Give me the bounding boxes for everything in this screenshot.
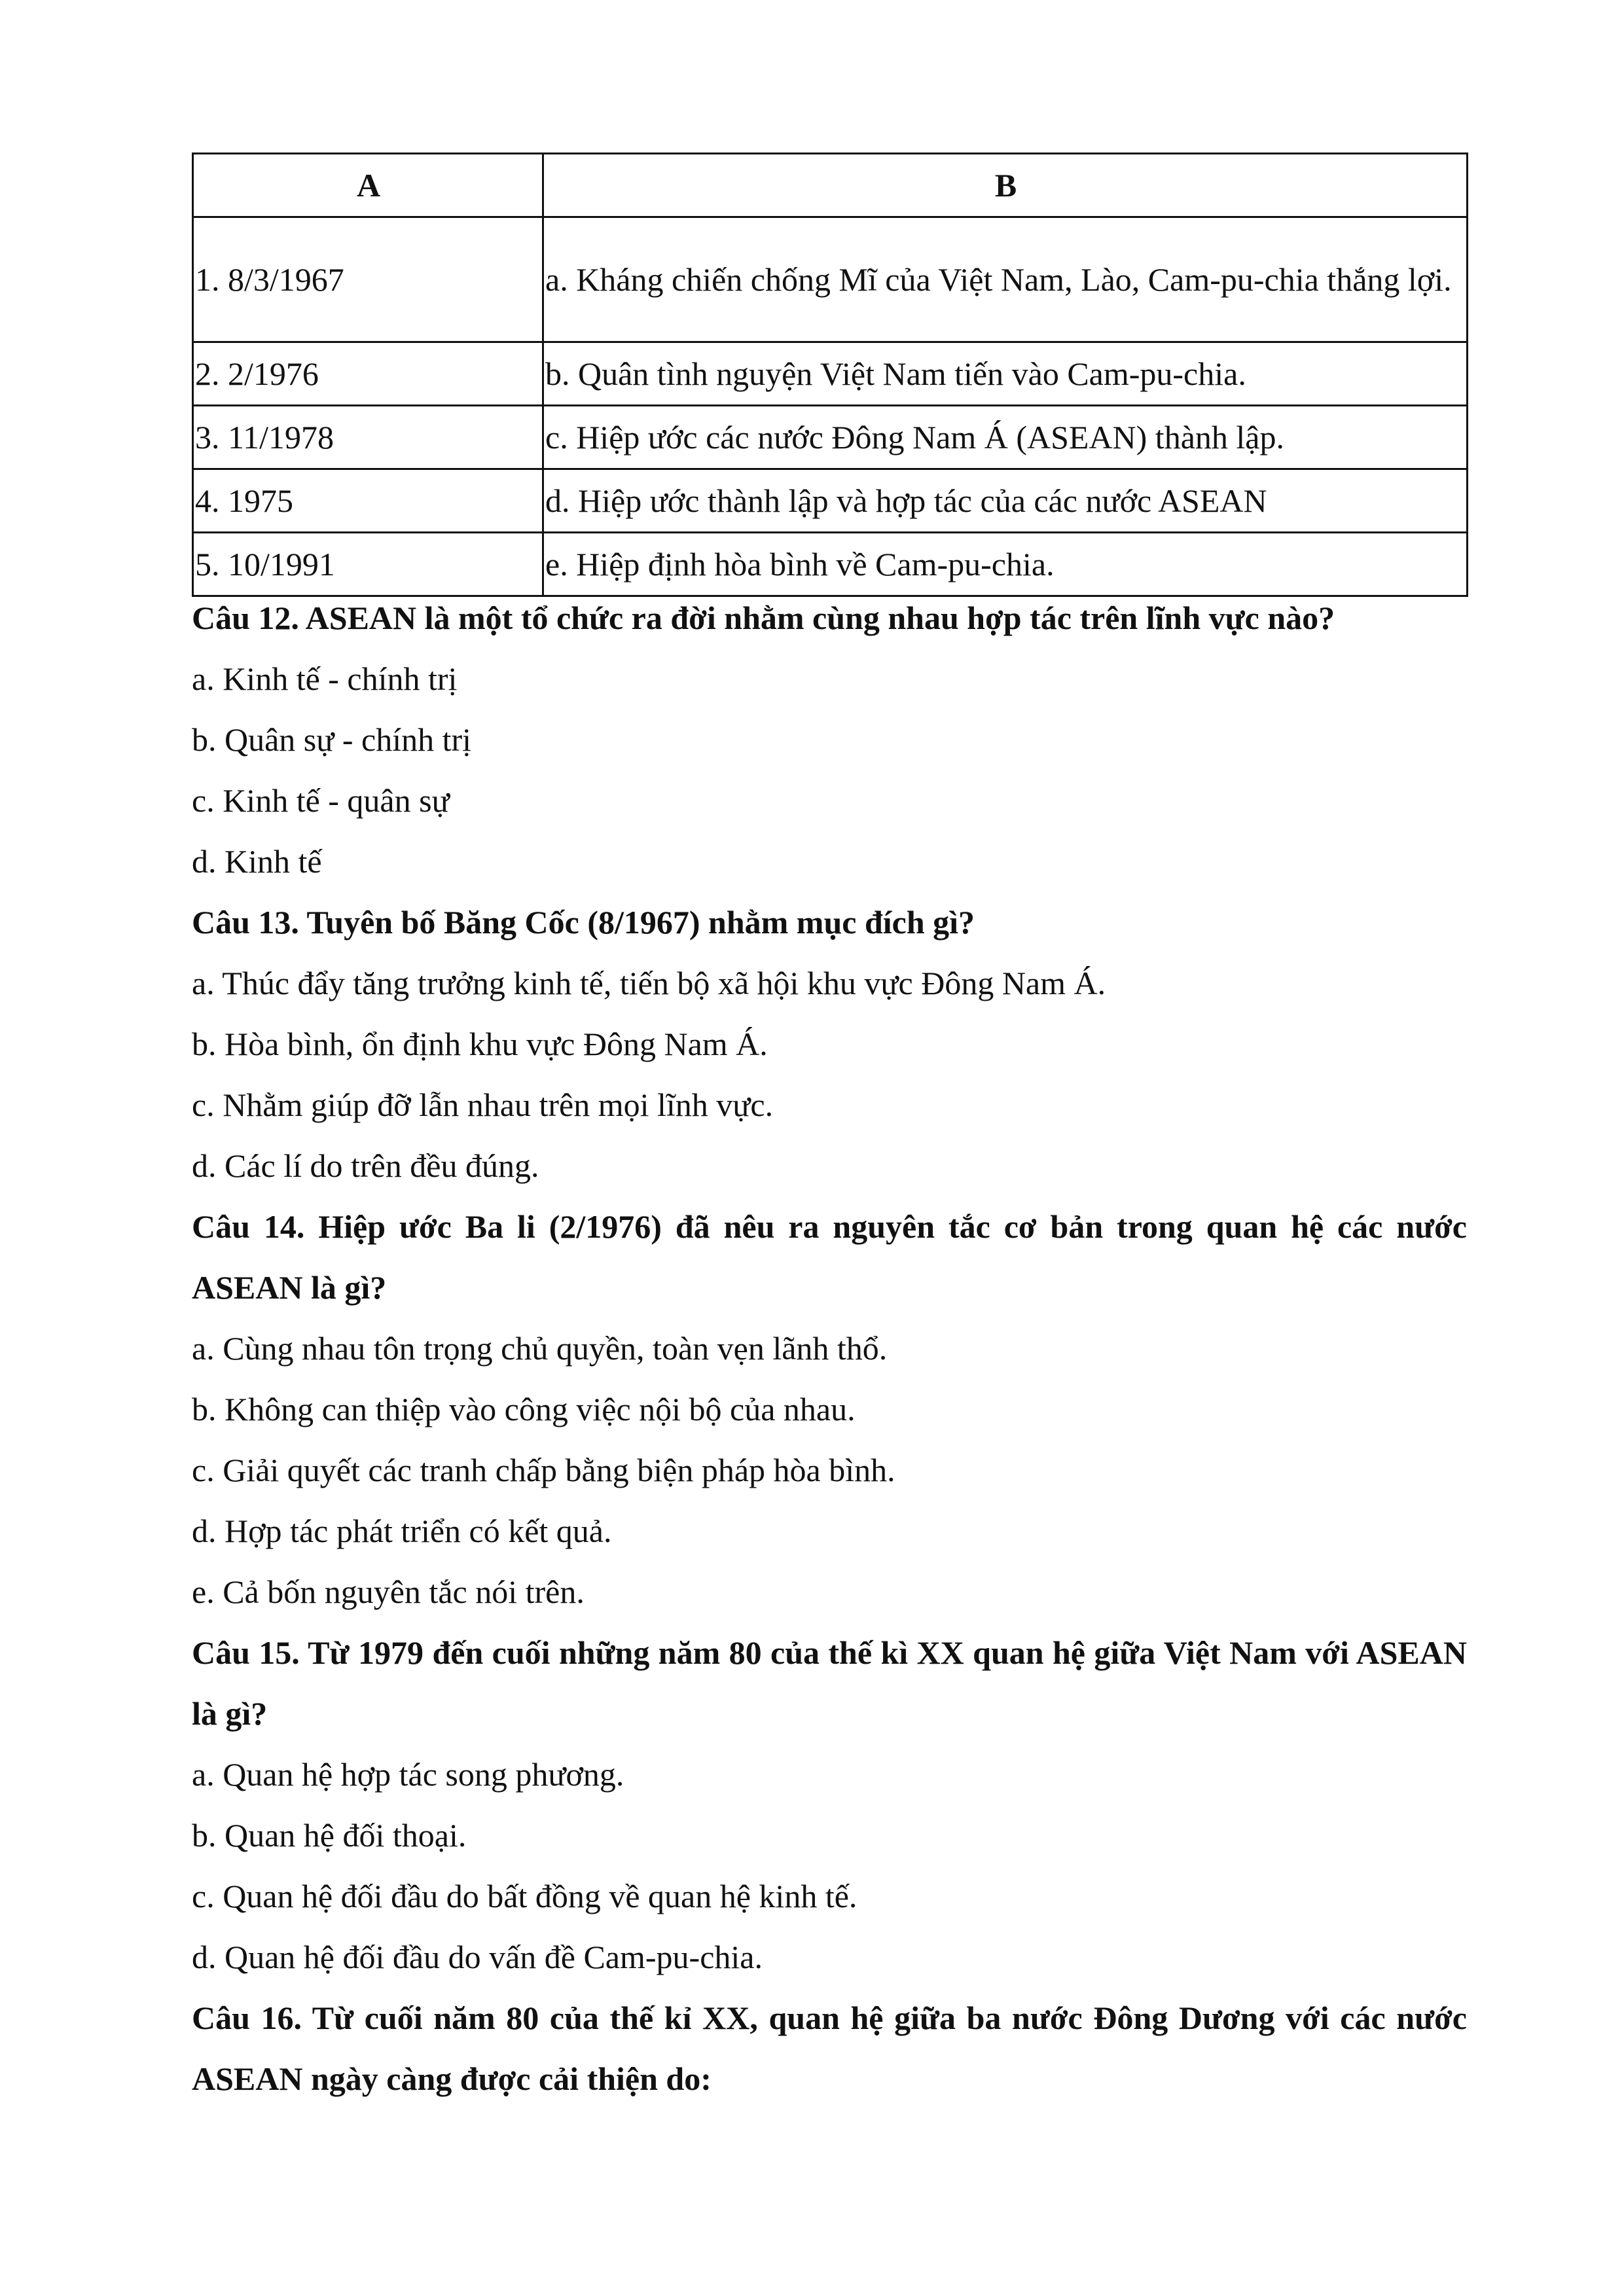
question-13 bbox=[192, 892, 1467, 1196]
column-a-header: A bbox=[193, 154, 543, 217]
question-15 bbox=[192, 1623, 1467, 1988]
column-b-header: B bbox=[543, 154, 1468, 217]
answer-option: a. Kinh tế - chính trị bbox=[192, 660, 458, 697]
matching-table bbox=[192, 152, 1468, 597]
answer-option: b. Quan hệ đối thoại. bbox=[192, 1817, 467, 1854]
question-16 bbox=[192, 1988, 1467, 2109]
table-cell-b: d. Hiệp ước thành lập và hợp tác của các nước ASEAN bbox=[543, 469, 1468, 533]
table-cell-a: 2. 2/1976 bbox=[193, 342, 543, 406]
table-cell-a: 4. 1975 bbox=[193, 469, 543, 533]
table-cell-a: 1. 8/3/1967 bbox=[193, 217, 543, 342]
answer-option: d. Kinh tế bbox=[192, 843, 322, 880]
table-cell-b: b. Quân tình nguyện Việt Nam tiến vào Cam-pu-chia. bbox=[543, 342, 1468, 406]
answer-option: c. Kinh tế - quân sự bbox=[192, 782, 450, 819]
answer-option: d. Hợp tác phát triển có kết quả. bbox=[192, 1513, 612, 1549]
table-row bbox=[193, 217, 1468, 342]
answer-option: a. Thúc đẩy tăng trưởng kinh tế, tiến bộ xã hội khu vực Đông Nam Á. bbox=[192, 965, 1106, 1001]
table-cell-b: a. Kháng chiến chống Mĩ của Việt Nam, Lào, Cam-pu-chia thắng lợi. bbox=[543, 217, 1468, 342]
question-title: Câu 13. Tuyên bố Băng Cốc (8/1967) nhằm mục đích gì? bbox=[192, 904, 975, 941]
table-row bbox=[193, 469, 1468, 533]
answer-option: a. Quan hệ hợp tác song phương. bbox=[192, 1756, 624, 1793]
question-title: Câu 14. Hiệp ước Ba li (2/1976) đã nêu ra nguyên tắc cơ bản trong quan hệ các nước ASEAN là gì? bbox=[192, 1208, 1467, 1306]
question-title: Câu 16. Từ cuối năm 80 của thế kỉ XX, quan hệ giữa ba nước Đông Dương với các nước ASEAN ngày càng được cải thiện do: bbox=[192, 2000, 1467, 2097]
answer-option: b. Không can thiệp vào công việc nội bộ của nhau. bbox=[192, 1391, 856, 1427]
table-cell-b: c. Hiệp ước các nước Đông Nam Á (ASEAN) thành lập. bbox=[543, 406, 1468, 469]
question-14 bbox=[192, 1196, 1467, 1623]
table-header-row bbox=[193, 154, 1468, 217]
question-list bbox=[192, 588, 1467, 2109]
answer-option: b. Quân sự - chính trị bbox=[192, 721, 472, 758]
answer-option: c. Nhằm giúp đỡ lẫn nhau trên mọi lĩnh vực. bbox=[192, 1086, 774, 1123]
answer-option: c. Quan hệ đối đầu do bất đồng về quan hệ kinh tế. bbox=[192, 1878, 857, 1914]
answer-option: c. Giải quyết các tranh chấp bằng biện pháp hòa bình. bbox=[192, 1452, 895, 1488]
answer-option: d. Các lí do trên đều đúng. bbox=[192, 1147, 539, 1184]
answer-option: d. Quan hệ đối đầu do vấn đề Cam-pu-chia. bbox=[192, 1939, 763, 1975]
table-cell-a: 5. 10/1991 bbox=[193, 533, 543, 596]
table-cell-a: 3. 11/1978 bbox=[193, 406, 543, 469]
answer-option: b. Hòa bình, ổn định khu vực Đông Nam Á. bbox=[192, 1026, 768, 1062]
answer-option: a. Cùng nhau tôn trọng chủ quyền, toàn vẹn lãnh thổ. bbox=[192, 1330, 888, 1367]
table-row bbox=[193, 533, 1468, 596]
answer-option: e. Cả bốn nguyên tắc nói trên. bbox=[192, 1573, 585, 1610]
table-cell-b: e. Hiệp định hòa bình về Cam-pu-chia. bbox=[543, 533, 1468, 596]
table-row bbox=[193, 406, 1468, 469]
question-title: Câu 15. Từ 1979 đến cuối những năm 80 của thế kì XX quan hệ giữa Việt Nam với ASEAN là gì? bbox=[192, 1634, 1467, 1732]
question-12 bbox=[192, 588, 1467, 892]
question-title: Câu 12. ASEAN là một tổ chức ra đời nhằm cùng nhau hợp tác trên lĩnh vực nào? bbox=[192, 600, 1335, 636]
table-row bbox=[193, 342, 1468, 406]
